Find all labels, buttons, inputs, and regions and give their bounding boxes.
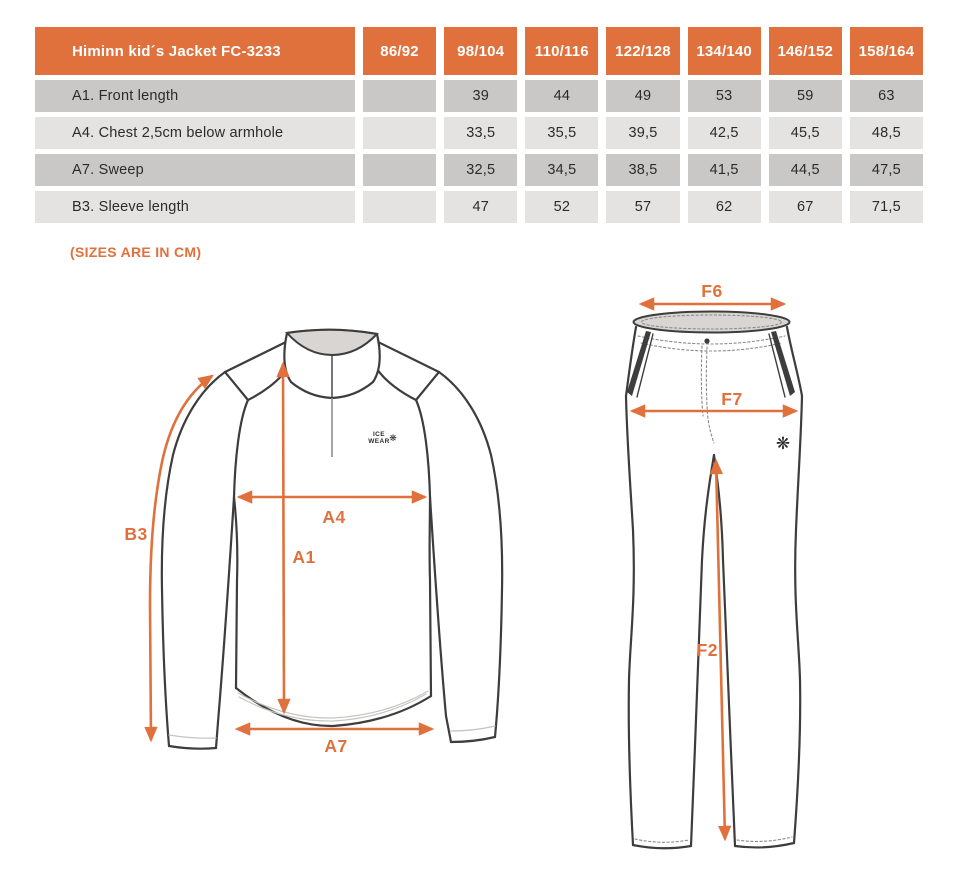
jacket-left-cuff: [169, 746, 216, 749]
size-col-header: 158/164: [850, 27, 923, 75]
size-value: 41,5: [688, 154, 761, 186]
size-value: 53: [688, 80, 761, 112]
size-value: 45,5: [769, 117, 842, 149]
row-label: B3. Sleeve length: [35, 191, 355, 223]
pants-left-hem: [633, 845, 691, 848]
jacket-right-sleeve-inner: [430, 497, 451, 742]
jacket-left-raglan: [225, 369, 287, 400]
brand-snowflake-icon: ❋: [389, 434, 397, 444]
jacket-right-sleeve-outer: [439, 372, 502, 737]
jacket-diagram: [95, 290, 555, 820]
pants-right-hem: [735, 843, 794, 847]
table-title: Himinn kid´s Jacket FC-3233: [35, 27, 355, 75]
size-value: [363, 154, 436, 186]
size-table: [35, 27, 923, 223]
pants-fly-stitch: [706, 347, 714, 443]
size-value: 38,5: [606, 154, 679, 186]
jacket-right-cuff: [451, 737, 495, 742]
size-value: 39,5: [606, 117, 679, 149]
size-col-header: 122/128: [606, 27, 679, 75]
size-value: 44,5: [769, 154, 842, 186]
pants-left-hem-stitch: [635, 839, 689, 842]
size-value: 47: [444, 191, 517, 223]
pants-waistband-stitch: [638, 336, 785, 344]
brand-logo-line2: WEAR: [368, 438, 390, 445]
size-value: 32,5: [444, 154, 517, 186]
brand-logo-line1: ICE: [372, 431, 386, 438]
size-value: 34,5: [525, 154, 598, 186]
row-label: A7. Sweep: [35, 154, 355, 186]
jacket-body-left-seam: [234, 400, 248, 688]
jacket-hem-stitch: [238, 691, 428, 718]
jacket-left-cuff-stitch: [169, 735, 216, 738]
size-value: 49: [606, 80, 679, 112]
size-value: 48,5: [850, 117, 923, 149]
pants-snowflake-icon: ❋: [775, 434, 791, 454]
row-label: A1. Front length: [35, 80, 355, 112]
jacket-right-shoulder: [376, 341, 439, 372]
size-col-header: 110/116: [525, 27, 598, 75]
size-col-header: 134/140: [688, 27, 761, 75]
jacket-right-cuff-stitch: [451, 726, 495, 731]
size-value: 39: [444, 80, 517, 112]
size-value: 52: [525, 191, 598, 223]
row-label: A4. Chest 2,5cm below armhole: [35, 117, 355, 149]
pants-left-leg-outer: [626, 396, 634, 845]
jacket-left-sleeve-inner: [216, 497, 234, 748]
jacket-body-right-seam: [416, 400, 431, 696]
pants-right-pocket: [771, 331, 795, 396]
size-value: [363, 80, 436, 112]
size-value: 35,5: [525, 117, 598, 149]
measure-label-a1: A1: [292, 547, 316, 567]
size-value: [363, 191, 436, 223]
size-value: 59: [769, 80, 842, 112]
measure-label-f7: F7: [721, 389, 743, 409]
pants-button: [704, 338, 709, 343]
size-value: 47,5: [850, 154, 923, 186]
size-value: [363, 117, 436, 149]
size-value: 63: [850, 80, 923, 112]
jacket-right-raglan: [377, 369, 439, 400]
size-value: 71,5: [850, 191, 923, 223]
measure-label-a4: A4: [322, 507, 346, 527]
size-col-header: 146/152: [769, 27, 842, 75]
measure-arrow-a1: [283, 364, 284, 712]
size-col-header: 86/92: [363, 27, 436, 75]
size-value: 44: [525, 80, 598, 112]
pants-right-hem-stitch: [737, 837, 792, 841]
size-value: 62: [688, 191, 761, 223]
measure-label-a7: A7: [324, 736, 348, 756]
size-value: 57: [606, 191, 679, 223]
units-note: (SIZES ARE IN CM): [70, 244, 202, 260]
pants-diagram: [605, 275, 850, 875]
measure-label-f2: F2: [696, 640, 718, 660]
measure-label-b3: B3: [124, 524, 148, 544]
size-value: 67: [769, 191, 842, 223]
size-col-header: 98/104: [444, 27, 517, 75]
measure-label-f6: F6: [701, 281, 723, 301]
size-value: 42,5: [688, 117, 761, 149]
pants-right-leg-outer: [794, 396, 802, 843]
jacket-hem: [236, 688, 431, 726]
pants-fly-stitch: [701, 346, 703, 416]
size-value: 33,5: [444, 117, 517, 149]
jacket-left-shoulder: [225, 341, 288, 372]
